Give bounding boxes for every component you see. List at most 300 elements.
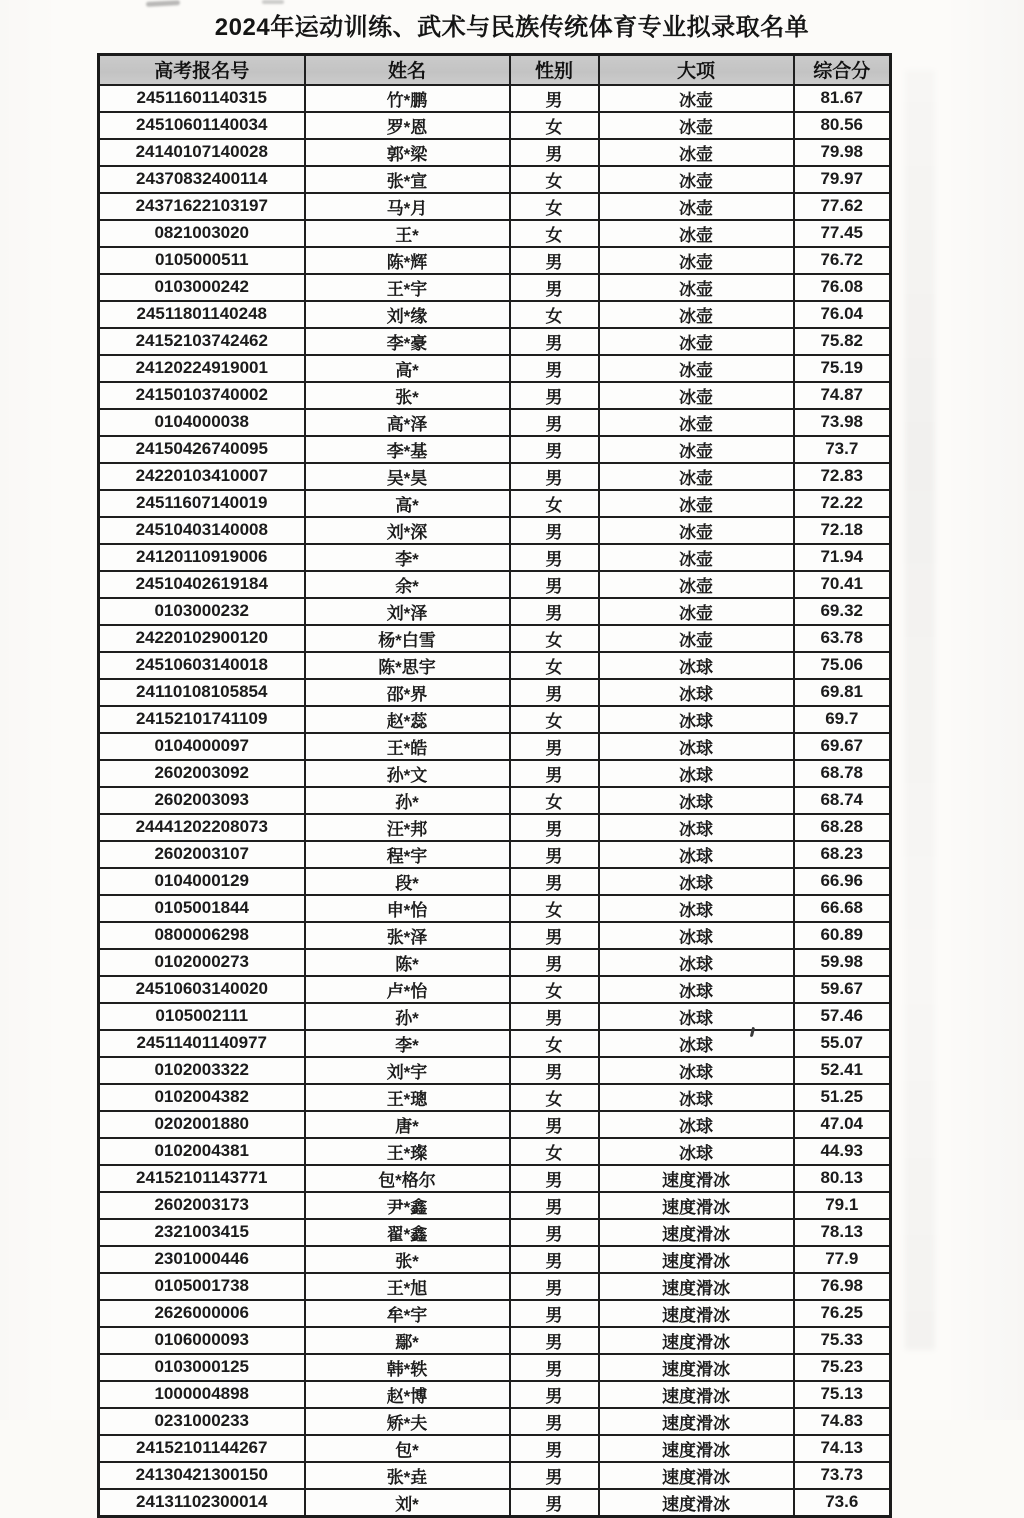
cell-name: 李*豪: [305, 328, 510, 355]
cell-gender: 男: [510, 355, 599, 382]
cell-gender: 男: [510, 1300, 599, 1327]
cell-name: 程*宇: [305, 841, 510, 868]
cell-name: 高*泽: [305, 409, 510, 436]
col-header-score: 综合分: [794, 55, 891, 85]
cell-score: 77.45: [794, 220, 891, 247]
table-row: [99, 1003, 891, 1030]
cell-score: 78.13: [794, 1219, 891, 1246]
cell-score: 57.46: [794, 1003, 891, 1030]
cell-name: 张*泽: [305, 922, 510, 949]
cell-score: 80.13: [794, 1165, 891, 1192]
table-row: [99, 1462, 891, 1489]
table-row: [99, 679, 891, 706]
cell-name: 申*怡: [305, 895, 510, 922]
cell-exam-id: 24120224919001: [99, 355, 305, 382]
cell-score: 74.13: [794, 1435, 891, 1462]
cell-gender: 女: [510, 112, 599, 139]
cell-score: 74.87: [794, 382, 891, 409]
cell-exam-id: 24511607140019: [99, 490, 305, 517]
cell-exam-id: 24511801140248: [99, 301, 305, 328]
cell-event: 冰球: [599, 1111, 794, 1138]
cell-exam-id: 24510403140008: [99, 517, 305, 544]
table-row: [99, 841, 891, 868]
cell-gender: 男: [510, 463, 599, 490]
cell-exam-id: 0105000511: [99, 247, 305, 274]
cell-gender: 男: [510, 760, 599, 787]
cell-name: 王*璁: [305, 1084, 510, 1111]
cell-exam-id: 0104000038: [99, 409, 305, 436]
table-row: [99, 301, 891, 328]
cell-score: 75.82: [794, 328, 891, 355]
page-title: 2024年运动训练、武术与民族传统体育专业拟录取名单: [214, 14, 810, 41]
cell-exam-id: 24110108105854: [99, 679, 305, 706]
table-row: [99, 787, 891, 814]
cell-event: 冰球: [599, 652, 794, 679]
cell-exam-id: 0800006298: [99, 922, 305, 949]
cell-event: 冰壶: [599, 625, 794, 652]
cell-event: 速度滑冰: [599, 1300, 794, 1327]
cell-exam-id: 0105002111: [99, 1003, 305, 1030]
table-row: [99, 1057, 891, 1084]
cell-event: 冰球: [599, 868, 794, 895]
cell-event: 冰球: [599, 706, 794, 733]
cell-event: 速度滑冰: [599, 1273, 794, 1300]
table-row: [99, 1489, 891, 1517]
cell-exam-id: 24130421300150: [99, 1462, 305, 1489]
cell-gender: 男: [510, 814, 599, 841]
cell-gender: 男: [510, 922, 599, 949]
table-row: [99, 949, 891, 976]
cell-gender: 男: [510, 1327, 599, 1354]
cell-gender: 男: [510, 328, 599, 355]
cell-exam-id: 0106000093: [99, 1327, 305, 1354]
cell-name: 李*基: [305, 436, 510, 463]
table-body: [99, 85, 891, 1517]
cell-exam-id: 0105001738: [99, 1273, 305, 1300]
cell-exam-id: 0105001844: [99, 895, 305, 922]
cell-name: 段*: [305, 868, 510, 895]
cell-name: 杨*白雪: [305, 625, 510, 652]
cell-event: 冰球: [599, 679, 794, 706]
table-row: [99, 544, 891, 571]
cell-score: 76.08: [794, 274, 891, 301]
cell-name: 赵*蕊: [305, 706, 510, 733]
cell-exam-id: 2301000446: [99, 1246, 305, 1273]
cell-event: 速度滑冰: [599, 1219, 794, 1246]
cell-event: 冰壶: [599, 166, 794, 193]
cell-event: 冰球: [599, 1003, 794, 1030]
cell-exam-id: 24152101143771: [99, 1165, 305, 1192]
cell-gender: 男: [510, 517, 599, 544]
cell-score: 59.98: [794, 949, 891, 976]
cell-score: 72.83: [794, 463, 891, 490]
cell-exam-id: 24511401140977: [99, 1030, 305, 1057]
table-row: [99, 706, 891, 733]
cell-exam-id: 24511601140315: [99, 85, 305, 112]
cell-score: 81.67: [794, 85, 891, 112]
cell-exam-id: 24150426740095: [99, 436, 305, 463]
cell-exam-id: 24441202208073: [99, 814, 305, 841]
cell-score: 76.98: [794, 1273, 891, 1300]
cell-gender: 女: [510, 895, 599, 922]
cell-gender: 女: [510, 976, 599, 1003]
cell-gender: 男: [510, 1246, 599, 1273]
table-row: [99, 355, 891, 382]
cell-score: 69.81: [794, 679, 891, 706]
cell-score: 69.67: [794, 733, 891, 760]
cell-score: 73.7: [794, 436, 891, 463]
cell-score: 68.74: [794, 787, 891, 814]
cell-gender: 女: [510, 301, 599, 328]
cell-name: 高*: [305, 355, 510, 382]
table-row: [99, 1084, 891, 1111]
table-row: [99, 1246, 891, 1273]
cell-gender: 男: [510, 868, 599, 895]
cell-name: 罗*恩: [305, 112, 510, 139]
cell-event: 冰壶: [599, 598, 794, 625]
cell-name: 竹*鹏: [305, 85, 510, 112]
cell-gender: 男: [510, 274, 599, 301]
cell-event: 速度滑冰: [599, 1246, 794, 1273]
cell-gender: 男: [510, 1057, 599, 1084]
cell-gender: 女: [510, 625, 599, 652]
cell-gender: 男: [510, 1219, 599, 1246]
col-header-event: 大项: [599, 55, 794, 85]
cell-event: 冰壶: [599, 247, 794, 274]
cell-exam-id: 0231000233: [99, 1408, 305, 1435]
cell-event: 冰球: [599, 949, 794, 976]
cell-score: 68.28: [794, 814, 891, 841]
table-row: [99, 436, 891, 463]
cell-score: 76.72: [794, 247, 891, 274]
cell-gender: 男: [510, 733, 599, 760]
cell-name: 孙*: [305, 1003, 510, 1030]
cell-gender: 男: [510, 1165, 599, 1192]
table-row: [99, 85, 891, 112]
table-row: [99, 1192, 891, 1219]
col-header-exam-id: 高考报名号: [99, 55, 305, 85]
table-row: [99, 247, 891, 274]
cell-event: 速度滑冰: [599, 1435, 794, 1462]
table-row: [99, 652, 891, 679]
table-row: [99, 1165, 891, 1192]
cell-event: 冰壶: [599, 301, 794, 328]
table-row: [99, 1273, 891, 1300]
cell-name: 郭*梁: [305, 139, 510, 166]
cell-score: 73.6: [794, 1489, 891, 1517]
table-row: [99, 922, 891, 949]
cell-exam-id: 0102000273: [99, 949, 305, 976]
cell-name: 王*旭: [305, 1273, 510, 1300]
cell-score: 73.73: [794, 1462, 891, 1489]
cell-gender: 男: [510, 436, 599, 463]
cell-score: 75.13: [794, 1381, 891, 1408]
cell-gender: 男: [510, 1003, 599, 1030]
cell-score: 75.19: [794, 355, 891, 382]
cell-exam-id: 0104000129: [99, 868, 305, 895]
cell-event: 冰壶: [599, 490, 794, 517]
cell-score: 79.98: [794, 139, 891, 166]
cell-gender: 女: [510, 490, 599, 517]
cell-score: 68.78: [794, 760, 891, 787]
cell-event: 冰壶: [599, 139, 794, 166]
table-header: [99, 55, 891, 85]
cell-gender: 男: [510, 1381, 599, 1408]
cell-event: 冰球: [599, 922, 794, 949]
cell-event: 冰壶: [599, 436, 794, 463]
cell-exam-id: 24131102300014: [99, 1489, 305, 1517]
table-row: [99, 1111, 891, 1138]
table-row: [99, 598, 891, 625]
cell-gender: 男: [510, 841, 599, 868]
cell-name: 张*: [305, 382, 510, 409]
table-row: [99, 139, 891, 166]
cell-exam-id: 2602003173: [99, 1192, 305, 1219]
cell-name: 刘*深: [305, 517, 510, 544]
cell-gender: 男: [510, 1192, 599, 1219]
cell-name: 刘*泽: [305, 598, 510, 625]
cell-name: 吴*昊: [305, 463, 510, 490]
cell-name: 张*垚: [305, 1462, 510, 1489]
cell-score: 51.25: [794, 1084, 891, 1111]
cell-gender: 男: [510, 1435, 599, 1462]
cell-name: 刘*: [305, 1489, 510, 1517]
cell-exam-id: 0102004382: [99, 1084, 305, 1111]
table-row: [99, 760, 891, 787]
cell-name: 孙*文: [305, 760, 510, 787]
cell-exam-id: 24510603140018: [99, 652, 305, 679]
cell-event: 冰球: [599, 1030, 794, 1057]
cell-event: 冰壶: [599, 382, 794, 409]
cell-name: 王*: [305, 220, 510, 247]
cell-event: 冰球: [599, 1138, 794, 1165]
cell-name: 陈*: [305, 949, 510, 976]
cell-score: 74.83: [794, 1408, 891, 1435]
cell-name: 王*皓: [305, 733, 510, 760]
cell-exam-id: 2321003415: [99, 1219, 305, 1246]
cell-exam-id: 24152101741109: [99, 706, 305, 733]
cell-exam-id: 0102003322: [99, 1057, 305, 1084]
col-header-gender: 性别: [510, 55, 599, 85]
table-row: [99, 1219, 891, 1246]
cell-event: 速度滑冰: [599, 1192, 794, 1219]
cell-exam-id: 2602003093: [99, 787, 305, 814]
header-row: [99, 55, 891, 85]
cell-exam-id: 24370832400114: [99, 166, 305, 193]
cell-score: 52.41: [794, 1057, 891, 1084]
col-header-name: 姓名: [305, 55, 510, 85]
cell-score: 72.18: [794, 517, 891, 544]
table-row: [99, 814, 891, 841]
cell-score: 75.33: [794, 1327, 891, 1354]
cell-gender: 男: [510, 139, 599, 166]
cell-score: 44.93: [794, 1138, 891, 1165]
cell-event: 冰球: [599, 1084, 794, 1111]
cell-event: 速度滑冰: [599, 1462, 794, 1489]
cell-score: 59.67: [794, 976, 891, 1003]
cell-event: 冰壶: [599, 463, 794, 490]
table-row: [99, 976, 891, 1003]
cell-name: 尹*鑫: [305, 1192, 510, 1219]
cell-exam-id: 24120110919006: [99, 544, 305, 571]
scan-shadow-band: [905, 70, 935, 1350]
cell-score: 68.23: [794, 841, 891, 868]
cell-gender: 女: [510, 652, 599, 679]
cell-event: 冰壶: [599, 112, 794, 139]
cell-score: 80.56: [794, 112, 891, 139]
cell-gender: 男: [510, 247, 599, 274]
cell-name: 汪*邦: [305, 814, 510, 841]
cell-gender: 女: [510, 220, 599, 247]
cell-event: 冰球: [599, 841, 794, 868]
table-row: [99, 166, 891, 193]
table-row: [99, 220, 891, 247]
cell-score: 66.68: [794, 895, 891, 922]
table-row: [99, 409, 891, 436]
cell-name: 鄢*: [305, 1327, 510, 1354]
cell-gender: 男: [510, 1111, 599, 1138]
cell-exam-id: 0821003020: [99, 220, 305, 247]
cell-score: 72.22: [794, 490, 891, 517]
cell-name: 孙*: [305, 787, 510, 814]
cell-score: 79.97: [794, 166, 891, 193]
table-row: [99, 733, 891, 760]
admission-list-table: [97, 53, 892, 1518]
cell-exam-id: 24152103742462: [99, 328, 305, 355]
table-row: [99, 517, 891, 544]
cell-exam-id: 24150103740002: [99, 382, 305, 409]
cell-name: 翟*鑫: [305, 1219, 510, 1246]
table-row: [99, 1327, 891, 1354]
cell-exam-id: 24220102900120: [99, 625, 305, 652]
cell-name: 唐*: [305, 1111, 510, 1138]
cell-event: 速度滑冰: [599, 1354, 794, 1381]
cell-score: 71.94: [794, 544, 891, 571]
cell-event: 速度滑冰: [599, 1381, 794, 1408]
cell-name: 刘*缘: [305, 301, 510, 328]
cell-event: 冰壶: [599, 571, 794, 598]
cell-name: 赵*博: [305, 1381, 510, 1408]
cell-name: 李*: [305, 1030, 510, 1057]
cell-gender: 女: [510, 193, 599, 220]
cell-exam-id: 0102004381: [99, 1138, 305, 1165]
cell-gender: 女: [510, 787, 599, 814]
cell-score: 75.23: [794, 1354, 891, 1381]
cell-name: 张*宣: [305, 166, 510, 193]
cell-gender: 男: [510, 382, 599, 409]
table-row: [99, 1408, 891, 1435]
cell-event: 冰壶: [599, 409, 794, 436]
cell-score: 76.04: [794, 301, 891, 328]
cell-exam-id: 0202001880: [99, 1111, 305, 1138]
cell-score: 55.07: [794, 1030, 891, 1057]
cell-score: 75.06: [794, 652, 891, 679]
cell-gender: 女: [510, 1030, 599, 1057]
table-row: [99, 571, 891, 598]
cell-gender: 男: [510, 949, 599, 976]
cell-event: 速度滑冰: [599, 1327, 794, 1354]
table-row: [99, 112, 891, 139]
cell-score: 69.32: [794, 598, 891, 625]
cell-exam-id: 24510402619184: [99, 571, 305, 598]
table-row: [99, 1138, 891, 1165]
cell-gender: 男: [510, 409, 599, 436]
cell-gender: 男: [510, 571, 599, 598]
cell-event: 冰壶: [599, 220, 794, 247]
cell-event: 冰壶: [599, 274, 794, 301]
cell-name: 陈*辉: [305, 247, 510, 274]
cell-gender: 男: [510, 1354, 599, 1381]
cell-gender: 男: [510, 85, 599, 112]
table-row: [99, 463, 891, 490]
cell-event: 冰壶: [599, 517, 794, 544]
cell-event: 冰壶: [599, 544, 794, 571]
cell-exam-id: 0103000242: [99, 274, 305, 301]
cell-exam-id: 24371622103197: [99, 193, 305, 220]
cell-score: 76.25: [794, 1300, 891, 1327]
table-row: [99, 193, 891, 220]
cell-score: 47.04: [794, 1111, 891, 1138]
cell-name: 包*: [305, 1435, 510, 1462]
cell-score: 66.96: [794, 868, 891, 895]
cell-gender: 男: [510, 1462, 599, 1489]
cell-event: 冰球: [599, 895, 794, 922]
cell-gender: 男: [510, 544, 599, 571]
cell-name: 邵*界: [305, 679, 510, 706]
cell-event: 速度滑冰: [599, 1408, 794, 1435]
cell-score: 63.78: [794, 625, 891, 652]
cell-score: 77.62: [794, 193, 891, 220]
cell-event: 冰球: [599, 814, 794, 841]
cell-event: 冰球: [599, 1057, 794, 1084]
table-row: [99, 1030, 891, 1057]
cell-gender: 男: [510, 1273, 599, 1300]
cell-gender: 男: [510, 598, 599, 625]
cell-name: 李*: [305, 544, 510, 571]
cell-score: 69.7: [794, 706, 891, 733]
cell-name: 王*宇: [305, 274, 510, 301]
cell-event: 冰壶: [599, 85, 794, 112]
cell-name: 王*璨: [305, 1138, 510, 1165]
table-row: [99, 490, 891, 517]
cell-exam-id: 2626000006: [99, 1300, 305, 1327]
cell-event: 冰壶: [599, 193, 794, 220]
table-row: [99, 1435, 891, 1462]
cell-gender: 男: [510, 679, 599, 706]
cell-exam-id: 24510603140020: [99, 976, 305, 1003]
cell-exam-id: 24140107140028: [99, 139, 305, 166]
cell-gender: 男: [510, 1408, 599, 1435]
cell-name: 刘*宇: [305, 1057, 510, 1084]
cell-exam-id: 0103000232: [99, 598, 305, 625]
cell-exam-id: 24510601140034: [99, 112, 305, 139]
table-row: [99, 382, 891, 409]
cell-gender: 女: [510, 166, 599, 193]
table-row: [99, 1300, 891, 1327]
cell-event: 冰球: [599, 976, 794, 1003]
cell-gender: 女: [510, 1138, 599, 1165]
table-row: [99, 868, 891, 895]
table-row: [99, 1354, 891, 1381]
cell-name: 矫*夫: [305, 1408, 510, 1435]
cell-exam-id: 0104000097: [99, 733, 305, 760]
cell-event: 冰壶: [599, 355, 794, 382]
cell-score: 60.89: [794, 922, 891, 949]
cell-gender: 女: [510, 706, 599, 733]
cell-event: 冰球: [599, 733, 794, 760]
cell-name: 陈*思宇: [305, 652, 510, 679]
cell-name: 包*格尔: [305, 1165, 510, 1192]
